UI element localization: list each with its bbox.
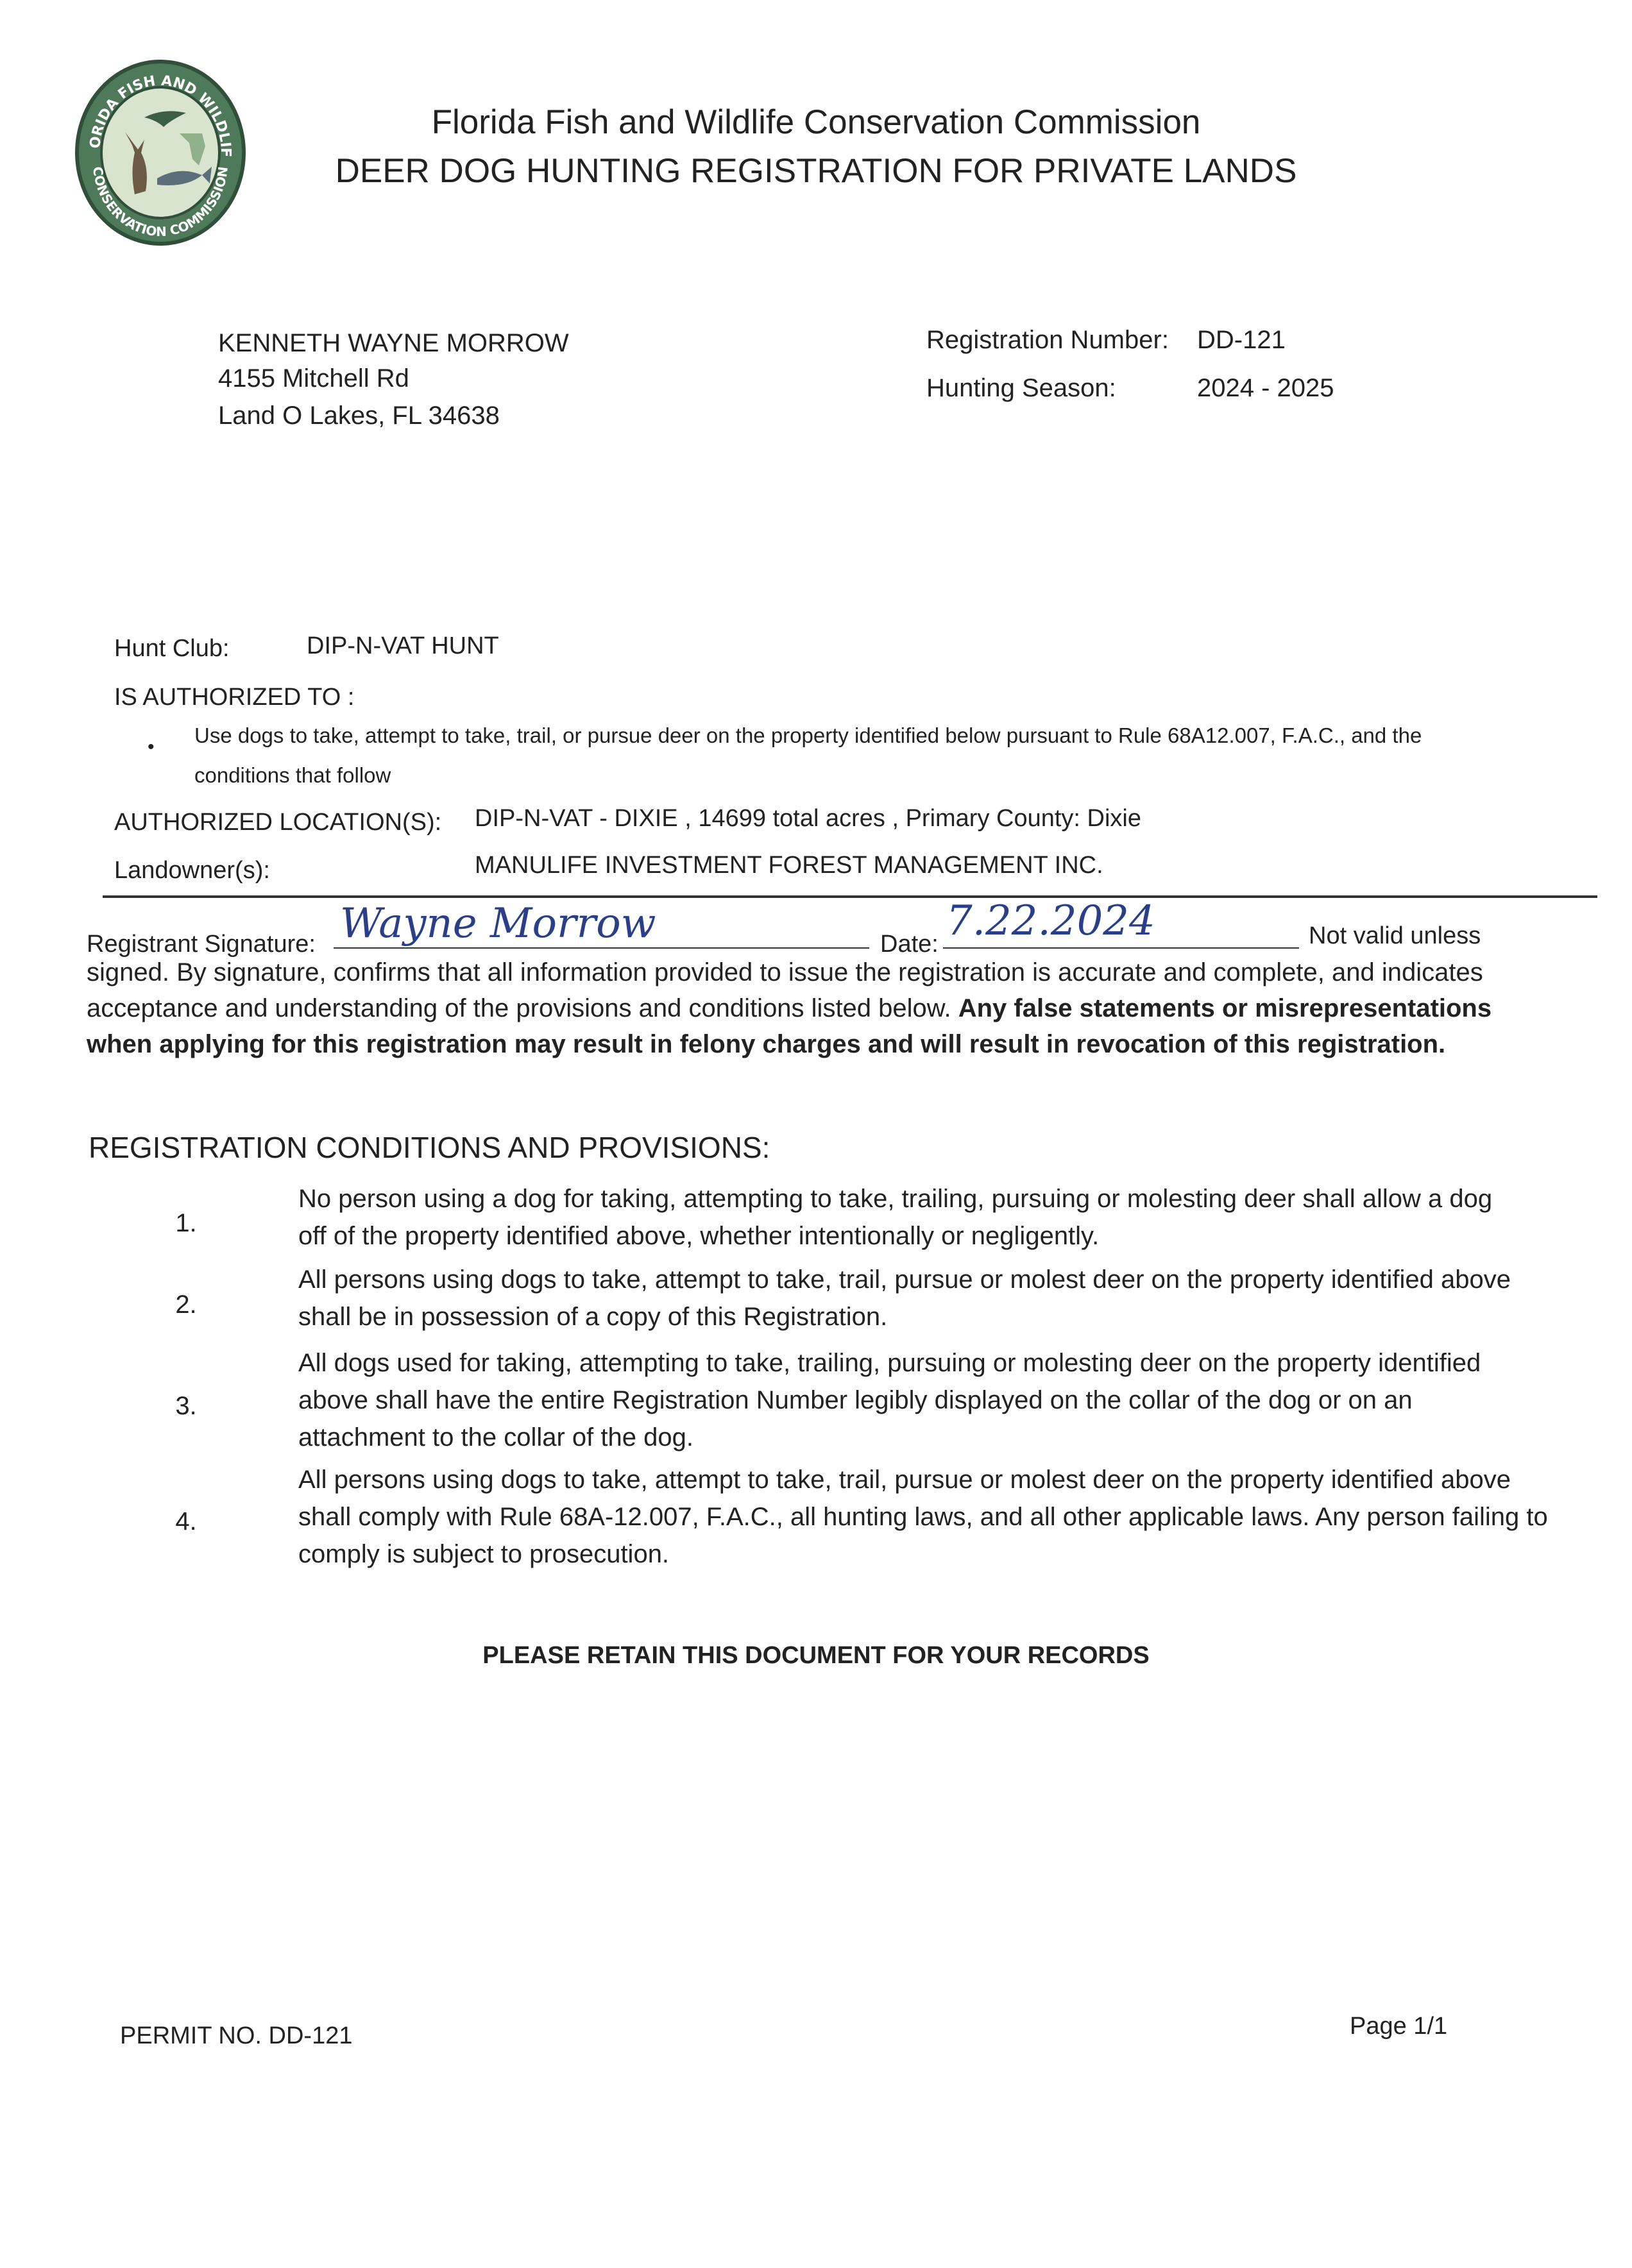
handwritten-date: 7.22.2024 [946,897,1155,945]
condition-line: attachment to the collar of the dog. [298,1423,693,1451]
date-field [943,897,1299,949]
authorized-heading: IS AUTHORIZED TO : [114,684,355,711]
hunt-club-label: Hunt Club: [114,635,230,662]
registrant-address-line1: 4155 Mitchell Rd [218,364,409,393]
condition-line: shall be in possession of a copy of this Registration. [298,1303,888,1331]
condition-number: 4. [175,1507,197,1536]
condition-line: comply is subject to prosecution. [298,1540,670,1568]
landowner-value: MANULIFE INVESTMENT FOREST MANAGEMENT INC. [475,852,1103,879]
authorized-bullet-line1: Use dogs to take, attempt to take, trail, or pursue deer on the property identified below pursuant to Rule 68A12.007, F.A.C., and the [194,724,1422,747]
condition-number: 3. [175,1392,197,1420]
page-number: Page 1/1 [1350,2013,1448,2040]
signature-statement-plain: acceptance and understanding of the provisions and conditions listed below. [87,994,951,1022]
signature-statement-line4 [87,1026,1562,1062]
authorized-bullet-line2: conditions that follow [194,763,391,787]
condition-line: All persons using dogs to take, attempt to take, trail, pursue or molest deer on the property identified above [298,1265,1511,1294]
authorized-location-label: AUTHORIZED LOCATION(S): [114,809,442,836]
condition-number: 2. [175,1291,197,1319]
condition-line: shall comply with Rule 68A-12.007, F.A.C., all hunting laws, and all other applicable laws. Any person failing to [298,1503,1548,1531]
condition-text [298,1461,1594,1573]
condition-line: off of the property identified above, whether intentionally or negligently. [298,1222,1100,1250]
registrant-name: KENNETH WAYNE MORROW [218,329,569,357]
retain-notice: PLEASE RETAIN THIS DOCUMENT FOR YOUR RECORDS [482,1642,1150,1669]
condition-line: No person using a dog for taking, attempting to take, trailing, pursuing or molesting deer shall allow a dog [298,1185,1493,1213]
authorized-location-value: DIP-N-VAT - DIXIE , 14699 total acres , Primary County: Dixie [475,805,1141,832]
conditions-heading: REGISTRATION CONDITIONS AND PROVISIONS: [89,1131,770,1164]
registrant-address-line2: Land O Lakes, FL 34638 [218,402,500,430]
condition-text [298,1261,1594,1335]
registration-number: DD-121 [1197,326,1286,354]
signature-statement-bold: Any false statements or misrepresentations [958,994,1492,1022]
registration-number-label: Registration Number: [926,326,1169,354]
signature-statement-line2: signed. By signature, confirms that all information provided to issue the registration is accurate and complete, and indicates [87,958,1483,986]
condition-number: 1. [175,1209,197,1237]
condition-line: All dogs used for taking, attempting to take, trailing, pursuing or molesting deer on the property identified [298,1349,1481,1377]
condition-line: above shall have the entire Registration Number legibly displayed on the collar of the dog or on an [298,1386,1413,1414]
signature-label: Registrant Signature: [87,931,316,958]
bullet-icon: • [148,736,155,757]
signature-statement-line3 [87,990,1562,1026]
signature-note: Not valid unless [1309,922,1481,949]
condition-text [298,1180,1594,1255]
hunt-club-name: DIP-N-VAT HUNT [307,632,499,659]
section-divider [103,895,1597,898]
signature-warning-bold: when applying for this registration may result in felony charges and will result in revocation of this registration. [87,1030,1446,1058]
handwritten-signature: Wayne Morrow [340,900,656,947]
date-label: Date: [880,931,939,958]
landowner-label: Landowner(s): [114,857,270,884]
agency-name: Florida Fish and Wildlife Conservation Commission [431,103,1201,141]
hunting-season-label: Hunting Season: [926,374,1116,402]
signature-field [334,900,869,949]
document-title: DEER DOG HUNTING REGISTRATION FOR PRIVATE LANDS [335,152,1297,190]
permit-number: PERMIT NO. DD-121 [120,2022,353,2049]
seal-top-text: ORIDA FISH AND WILDLIF [87,72,234,158]
hunting-season: 2024 - 2025 [1197,374,1334,402]
condition-line: All persons using dogs to take, attempt to take, trail, pursue or molest deer on the property identified above [298,1466,1511,1494]
condition-text [298,1344,1594,1456]
seal-bottom-text: CONSERVATION COMMISSION [90,165,232,240]
